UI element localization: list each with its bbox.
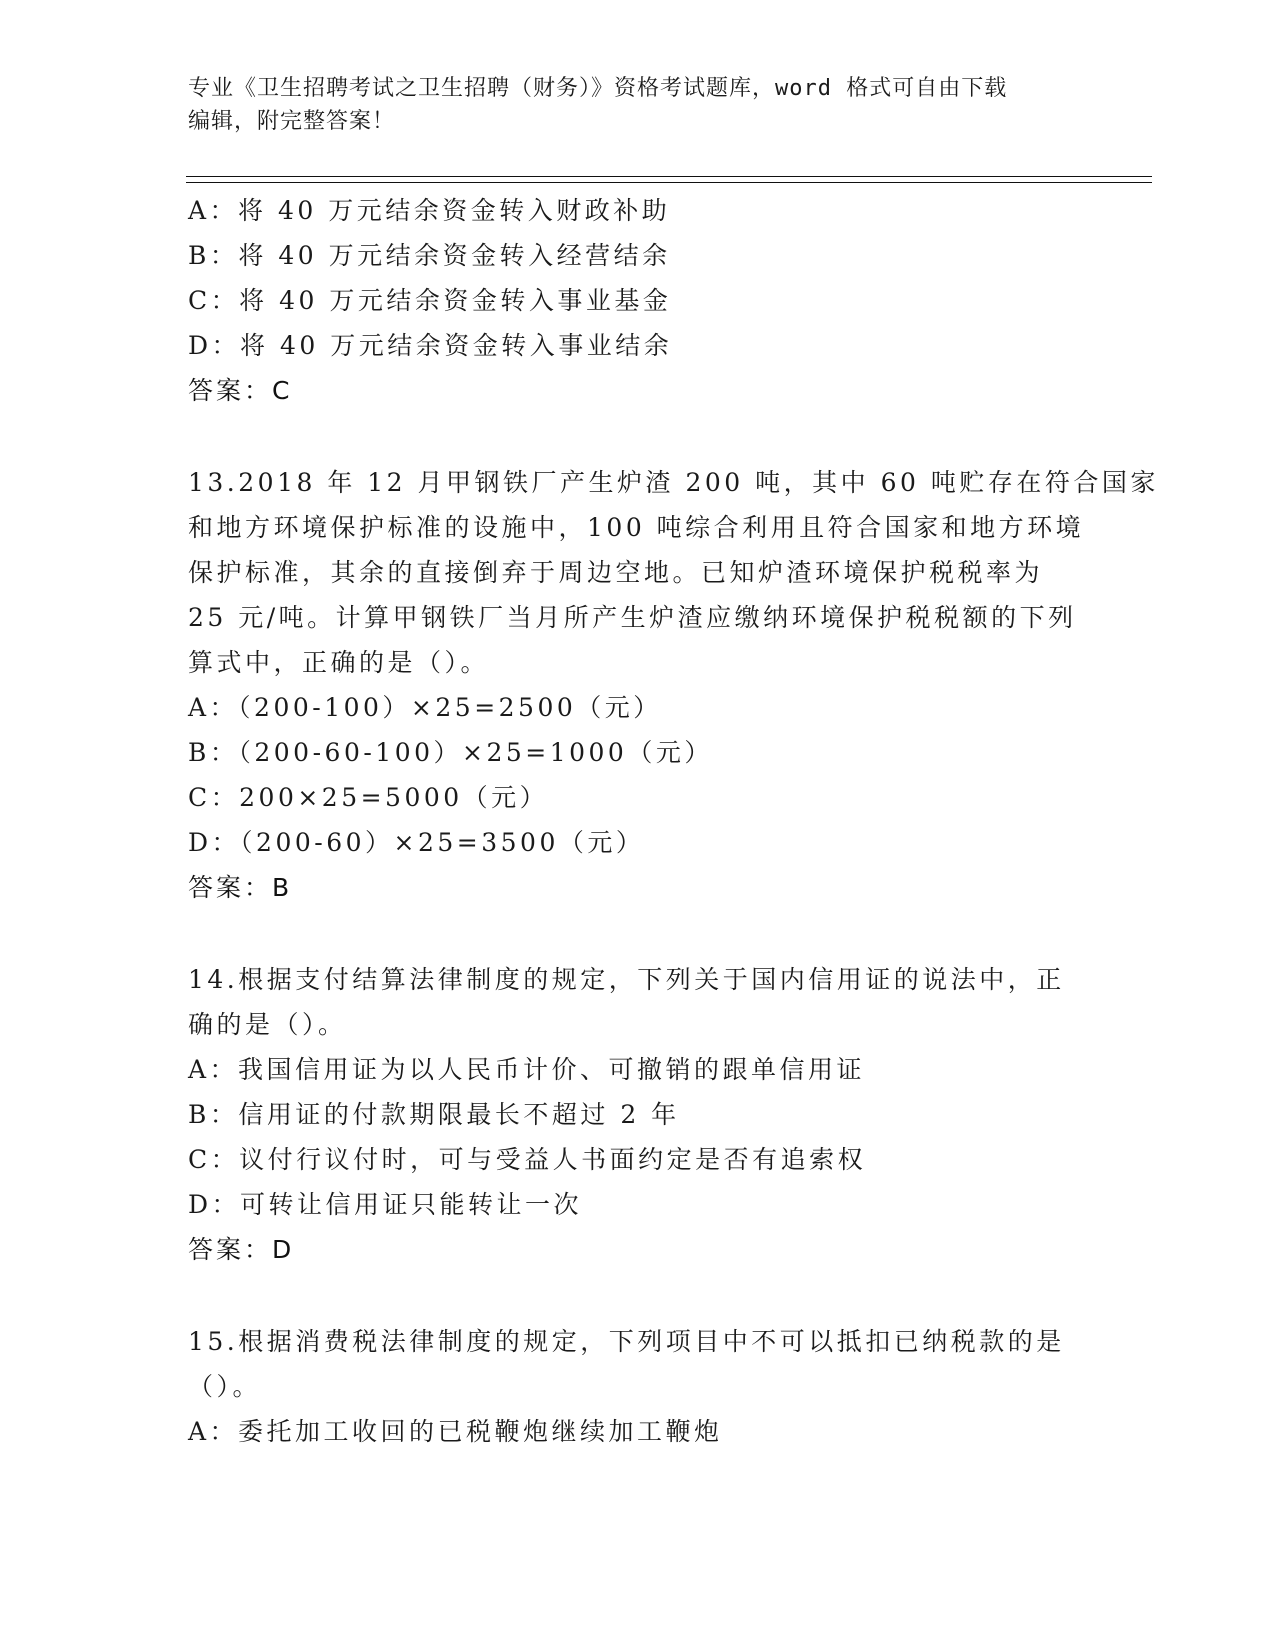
- question-stem-line: 15.根据消费税法律制度的规定，下列项目中不可以抵扣已纳税款的是: [188, 1327, 1065, 1356]
- option-a: A：我国信用证为以人民币计价、可撤销的跟单信用证: [188, 1055, 866, 1084]
- question-14: [188, 957, 1088, 1273]
- spacer: [188, 414, 1088, 460]
- answer-line: 答案：D: [188, 1235, 295, 1264]
- question-stem-line: 算式中，正确的是（）。: [188, 648, 490, 677]
- answer-line: 答案：B: [188, 873, 293, 902]
- option-a: A：（200-100）×25=2500（元）: [188, 693, 662, 722]
- question-stem-line: 25 元/吨。计算甲钢铁厂当月所产生炉渣应缴纳环境保护税税额的下列: [188, 603, 1077, 632]
- answer-line: 答案：C: [188, 376, 293, 405]
- question-15: [188, 1319, 1088, 1454]
- option-b: B：（200-60-100）×25=1000（元）: [188, 738, 713, 767]
- header-line-2: 编辑，附完整答案！: [188, 109, 396, 134]
- spacer: [188, 1273, 1088, 1319]
- option-c: C：将 40 万元结余资金转入事业基金: [188, 286, 672, 315]
- option-c: C：议付行议付时，可与受益人书面约定是否有追索权: [188, 1145, 867, 1174]
- option-a: A：委托加工收回的已税鞭炮继续加工鞭炮: [188, 1417, 723, 1446]
- question-stem-line: 13.2018 年 12 月甲钢铁厂产生炉渣 200 吨，其中 60 吨贮存在符合国家: [188, 468, 1159, 497]
- question-stem-line: （）。: [188, 1372, 262, 1401]
- question-stem-line: 14.根据支付结算法律制度的规定，下列关于国内信用证的说法中，正: [188, 965, 1065, 994]
- option-c: C：200×25=5000（元）: [188, 783, 549, 812]
- question-stem-line: 确的是（）。: [188, 1010, 347, 1039]
- document-header: [188, 72, 1068, 138]
- header-rule-bottom: [186, 182, 1152, 183]
- question-stem-line: 保护标准，其余的直接倒弃于周边空地。已知炉渣环境保护税税率为: [188, 558, 1044, 587]
- question-13: [188, 460, 1159, 911]
- option-b: B：将 40 万元结余资金转入经营结余: [188, 241, 671, 270]
- option-d: D：将 40 万元结余资金转入事业结余: [188, 331, 673, 360]
- option-d: D：可转让信用证只能转让一次: [188, 1190, 583, 1219]
- question-list: [188, 188, 1159, 1454]
- spacer: [188, 911, 1088, 957]
- option-b: B：信用证的付款期限最长不超过 2 年: [188, 1100, 680, 1129]
- question-stem-line: 和地方环境保护标准的设施中，100 吨综合利用且符合国家和地方环境: [188, 513, 1085, 542]
- header-rule-top: [186, 176, 1152, 177]
- question-12: [188, 188, 1088, 414]
- option-d: D：（200-60）×25=3500（元）: [188, 828, 645, 857]
- header-line-1: 专业《卫生招聘考试之卫生招聘（财务）》资格考试题库，word 格式可自由下载: [188, 76, 1008, 101]
- option-a: A：将 40 万元结余资金转入财政补助: [188, 196, 671, 225]
